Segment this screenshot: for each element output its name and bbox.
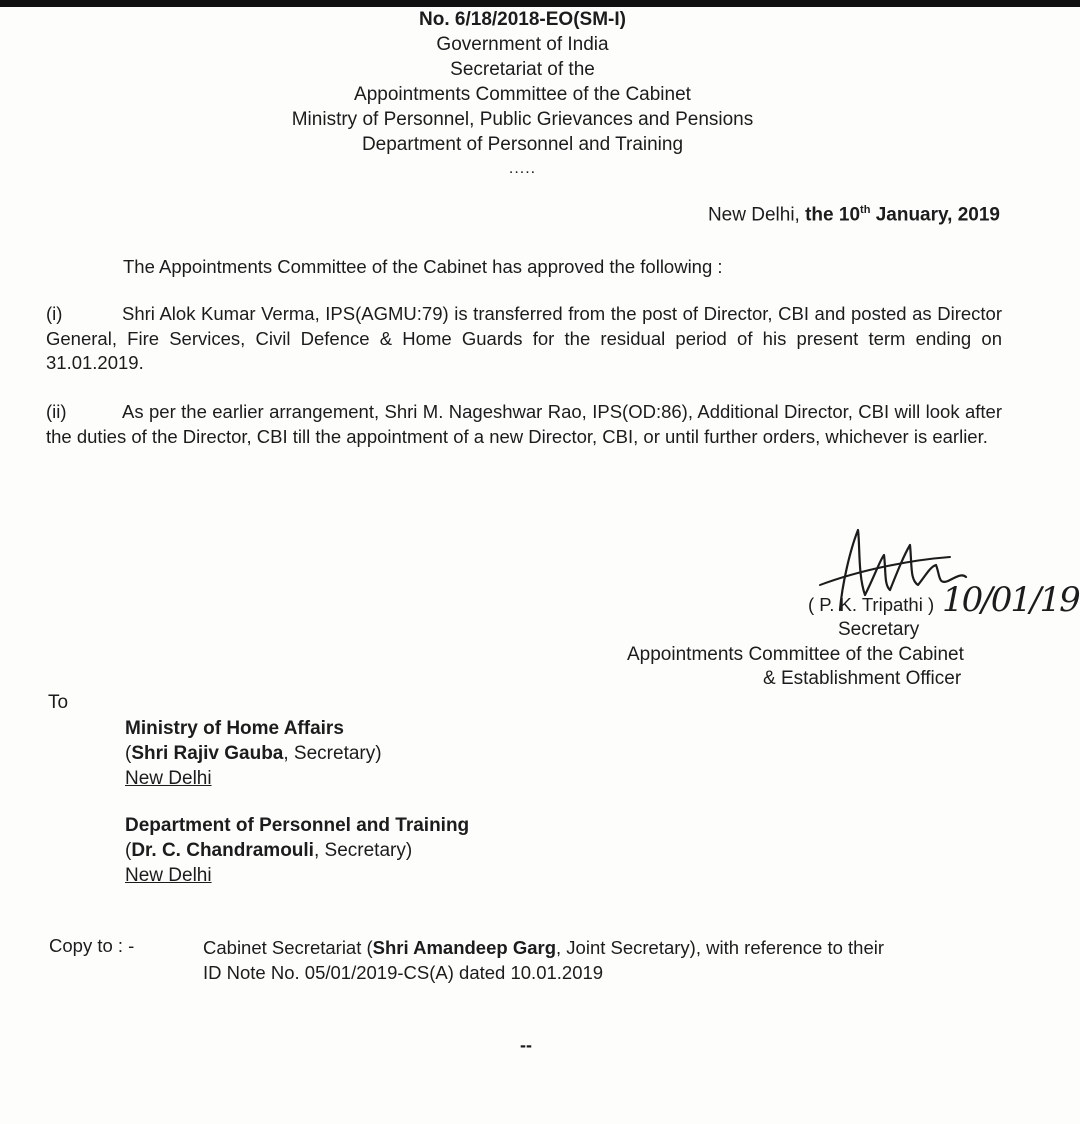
signatory-designation: Secretary [838, 619, 920, 640]
to-label: To [48, 692, 69, 713]
recipient-org: Ministry of Home Affairs [125, 718, 344, 739]
signatory-organisation: Appointments Committee of the Cabinet [627, 644, 964, 665]
recipient-city: New Delhi [125, 865, 212, 886]
date-place: New Delhi, [707, 204, 806, 226]
paragraph-ii [46, 400, 1002, 449]
recipient-block [125, 716, 382, 791]
date-day: the 10 [805, 204, 861, 226]
paragraph-text: Shri Alok Kumar Verma, IPS(AGMU:79) is transferred from the post of Director, CBI and posted as Director General, Fire Services, Civil Defence & Home Guards for the residual period of his present term ending on 31.01.2019. [46, 303, 1002, 373]
intro-text: The Appointments Committee of the Cabinet has approved the following : [123, 256, 723, 277]
header-line-committee: Appointments Committee of the Cabinet [354, 84, 691, 105]
copy-to-text [203, 935, 1003, 985]
end-mark: -- [520, 1035, 532, 1055]
signatory-organisation-line2: & Establishment Officer [763, 668, 962, 689]
header-separator: ..... [508, 160, 537, 177]
recipient-role: , Secretary) [283, 743, 382, 764]
recipient-city: New Delhi [125, 768, 212, 789]
copy-to-pre: Cabinet Secretariat ( [203, 937, 373, 958]
paragraph-number: (i) [46, 303, 63, 324]
header-line-ministry: Ministry of Personnel, Public Grievances and Pensions [291, 109, 754, 130]
copy-to-post: , Joint Secretary), with reference to their [556, 937, 885, 958]
recipient-role: , Secretary) [313, 840, 413, 861]
recipient-person [125, 838, 469, 863]
copy-to-person: Shri Amandeep Garg [372, 937, 557, 958]
paragraph-text: As per the earlier arrangement, Shri M. Nageshwar Rao, IPS(OD:86), Additional Director, CBI will look after the duties of the Director, CBI till the appointment of a new Director, CBI, or until further orders, whichever is earlier. [46, 401, 1002, 447]
paragraph-i [46, 302, 1002, 376]
recipient-paren: ( [125, 743, 132, 764]
file-number: No. 6/18/2018-EO(SM-I) [419, 9, 626, 30]
recipient-person-name: Dr. C. Chandramouli [131, 840, 314, 861]
recipient-person [125, 741, 382, 766]
paragraph-number: (ii) [46, 401, 67, 422]
date-suffix: th [860, 204, 871, 216]
header-line-secretariat: Secretariat of the [450, 59, 595, 80]
header-line-government: Government of India [436, 34, 609, 55]
recipient-person-name: Shri Rajiv Gauba [131, 743, 284, 764]
recipient-paren: ( [125, 840, 132, 861]
date-month-year: January, 2019 [870, 204, 1000, 226]
copy-to-line1 [203, 935, 1003, 960]
recipient-org: Department of Personnel and Training [125, 815, 470, 836]
signature-date: 10/01/19 [942, 580, 1079, 620]
header-line-department: Department of Personnel and Training [361, 134, 684, 155]
copy-to-label: Copy to : - [49, 935, 135, 956]
recipient-block [125, 813, 469, 888]
copy-to-line2: ID Note No. 05/01/2019-CS(A) dated 10.01.2019 [203, 962, 604, 983]
issue-date [708, 204, 1000, 226]
signatory-name: ( P. K. Tripathi ) [808, 594, 935, 615]
